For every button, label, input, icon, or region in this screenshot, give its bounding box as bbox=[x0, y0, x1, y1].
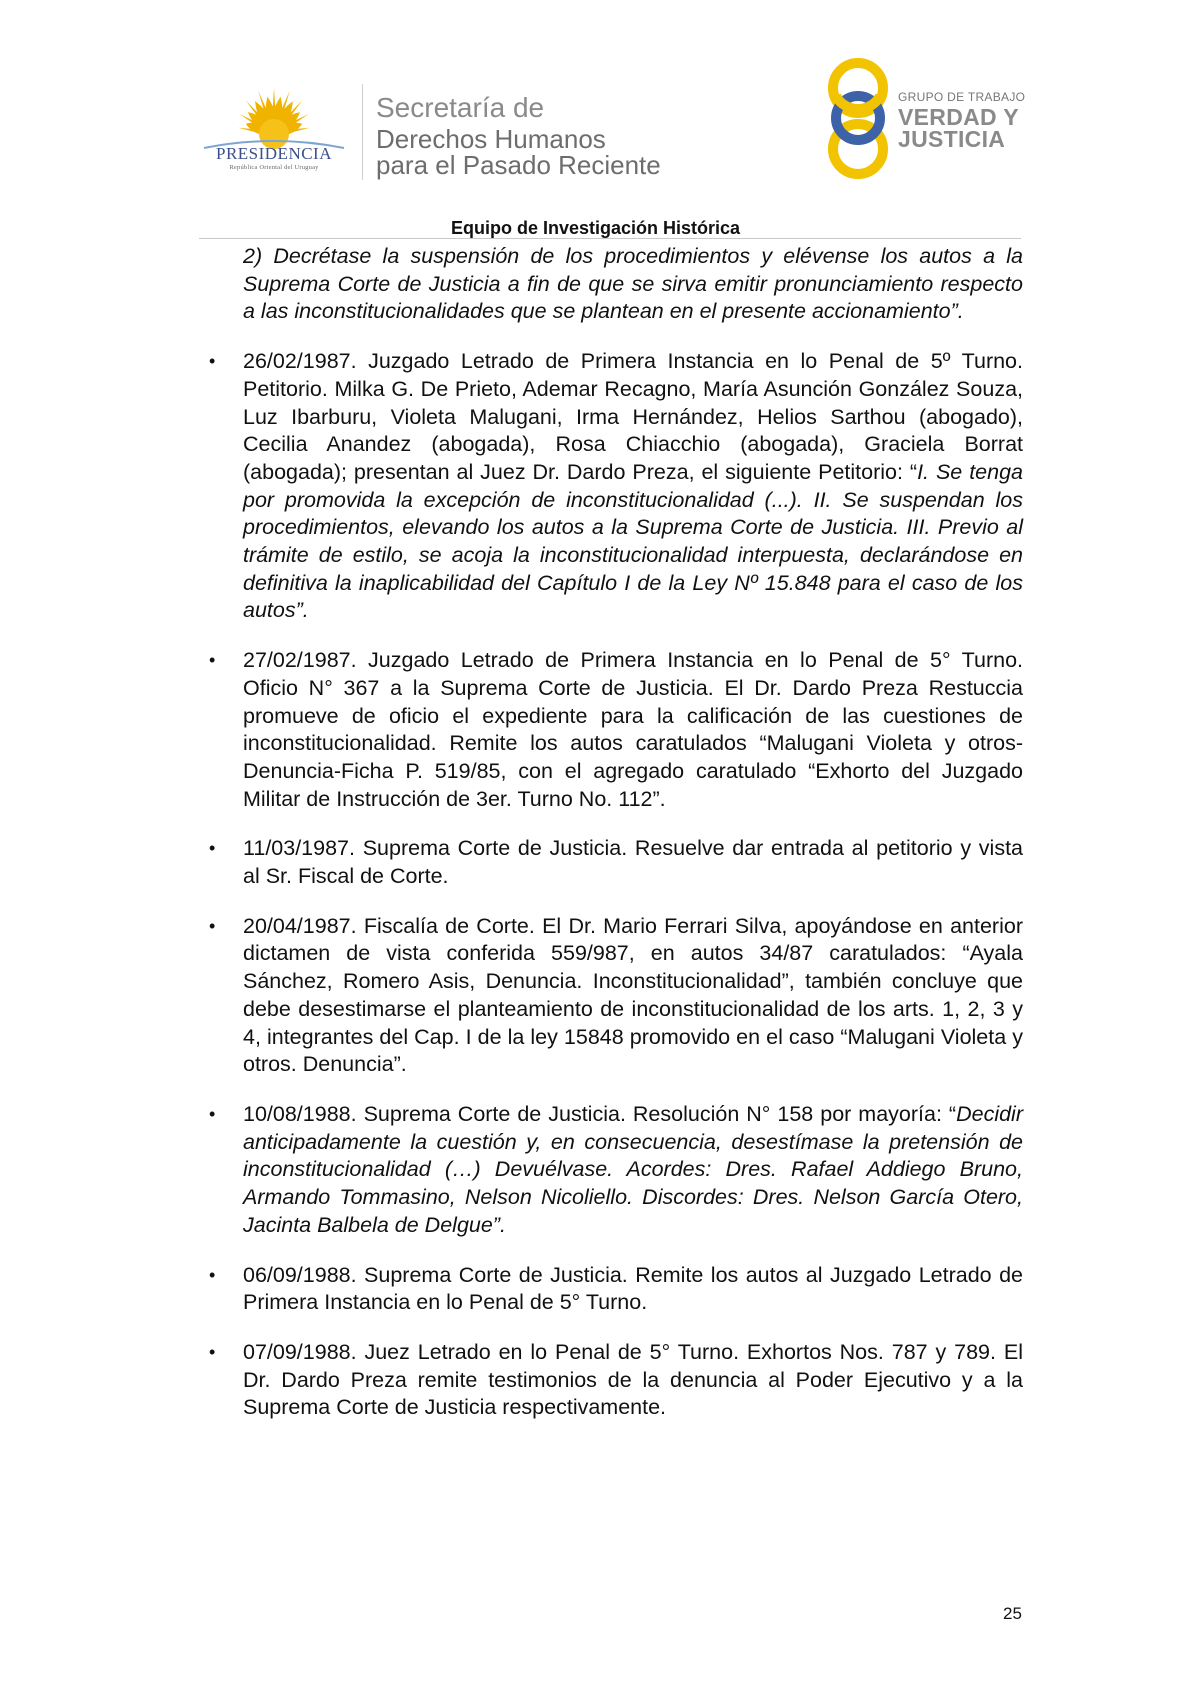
team-title: Equipo de Investigación Histórica bbox=[450, 218, 741, 238]
entry-text: 20/04/1987. Fiscalía de Corte. El Dr. Mario Ferrari Silva, apoyándose en anterior dictamen de vista conferida 559/987, en autos 34/87 caratulados: “Ayala Sánchez, Romero Asis, Denuncia. Inconstitucionalidad”, también concluye que debe desestimarse el planteamiento de inconstitucionalidad de los arts. 1, 2, 3 y 4, integrantes del Cap. I de la ley 15848 promovido en el caso “Malugani Violeta y otros. Denuncia”. bbox=[243, 913, 1023, 1077]
gt-line2: VERDAD Y bbox=[898, 104, 1019, 130]
secretaria-line2: Derechos Humanos bbox=[376, 124, 606, 154]
header-rule bbox=[199, 238, 1021, 239]
list-item bbox=[209, 1339, 1023, 1422]
entry-text: 10/08/1988. Suprema Corte de Justicia. Resolución N° 158 por mayoría: “Decidir anticipadamente la cuestión y, en consecuencia, desestímase la pretensión de inconstitucionalidad (…) Devuélvase. Acordes: Dres. Rafael Addiego Bruno, Armando Tommasino, Nelson Nicoliello. Discordes: Dres. Nelson García Otero, Jacinta Balbela de Delgue”. bbox=[243, 1101, 1023, 1237]
entry-text: 27/02/1987. Juzgado Letrado de Primera Instancia en lo Penal de 5° Turno. Oficio N° 367 a la Suprema Corte de Justicia. El Dr. Dardo Preza Restuccia promueve de oficio el expediente para la calificación de las cuestiones de inconstitucionalidad. Remite los autos caratulados “Malugani Violeta y otros-Denuncia-Ficha P. 519/85, con el agregado caratulado “Exhorto del Juzgado Militar de Instrucción de 3er. Turno No. 112”. bbox=[243, 648, 1023, 811]
bullet: • bbox=[209, 351, 216, 372]
list-item bbox=[209, 647, 1023, 813]
verdad-justicia-rings-logo bbox=[822, 56, 894, 182]
bullet: • bbox=[209, 915, 216, 936]
gt-line1: GRUPO DE TRABAJO bbox=[898, 90, 1026, 104]
list-item bbox=[209, 835, 1023, 890]
intro-paragraph bbox=[243, 243, 1023, 326]
header-divider bbox=[362, 84, 363, 180]
presidencia-subtitle: República Oriental del Uruguay bbox=[229, 164, 319, 171]
gt-line3: JUSTICIA bbox=[898, 126, 1006, 152]
presidencia-name: PRESIDENCIA bbox=[215, 144, 332, 163]
list-item bbox=[209, 1262, 1023, 1317]
entry-quote: I. Se tenga por promovida la excepción de inconstitucionalidad (...). II. Se suspendan los procedimientos, elevando los autos a la Suprema Corte de Justicia. III. Previo al trámite de estilo, se acoja la inconstitucionalidad interpuesta, declarándose en definitiva la inaplicabilidad del Capítulo I de la Ley Nº 15.848 para el caso de los autos”. bbox=[243, 459, 1023, 623]
entry-text: 11/03/1987. Suprema Corte de Justicia. Resuelve dar entrada al petitorio y vista al Sr. Fiscal de Corte. bbox=[243, 836, 1023, 889]
bullet: • bbox=[209, 1103, 216, 1124]
entry-text: 07/09/1988. Juez Letrado en lo Penal de 5° Turno. Exhortos Nos. 787 y 789. El Dr. Dardo Preza remite testimonios de la denuncia al Poder Ejecutivo y a la Suprema Corte de Justicia respectivamente. bbox=[243, 1339, 1023, 1420]
bullet: • bbox=[209, 1341, 216, 1362]
entry-quote: Decidir anticipadamente la cuestión y, en consecuencia, desestímase la pretensión de inconstitucionalidad (…) Devuélvase. Acordes: Dres. Rafael Addiego Bruno, Armando Tommasino, Nelson Nicoliello. Discordes: Dres. Nelson García Otero, Jacinta Balbela de Delgue”. bbox=[243, 1101, 1023, 1237]
secretaria-line3: para el Pasado Reciente bbox=[376, 150, 661, 180]
document-body bbox=[209, 243, 1023, 1422]
secretaria-line1: Secretaría de bbox=[376, 92, 545, 123]
list-item bbox=[209, 1101, 1023, 1240]
list-item bbox=[209, 348, 1023, 625]
bullet: • bbox=[209, 838, 216, 859]
entry-text: 26/02/1987. Juzgado Letrado de Primera Instancia en lo Penal de 5º Turno. Petitorio. Milka G. De Prieto, Ademar Recagno, María Asunción González Souza, Luz Ibarburu, Violeta Malugani, Irma Hernández, Helios Sarthou (abogado), Cecilia Anandez (abogada), Rosa Chiacchio (abogada), Graciela Borrat (abogada); presentan al Juez Dr. Dardo Preza, el siguiente Petitorio: “I. Se tenga por promovida la excepción de inconstitucionalidad (...). II. Se suspendan los procedimientos, elevando los autos a la Suprema Corte de Justicia. III. Previo al trámite de estilo, se acoja la inconstitucionalidad interpuesta, declarándose en definitiva la inaplicabilidad del Capítulo I de la Ley Nº 15.848 para el caso de los autos”. bbox=[243, 349, 1023, 623]
bullet: • bbox=[209, 1264, 216, 1285]
entry-text: 06/09/1988. Suprema Corte de Justicia. Remite los autos al Juzgado Letrado de Primera Instancia en lo Penal de 5° Turno. bbox=[243, 1262, 1023, 1315]
bullet: • bbox=[209, 650, 216, 671]
page-number: 25 bbox=[1003, 1604, 1022, 1623]
list-item bbox=[209, 913, 1023, 1079]
intro-quote: 2) Decrétase la suspensión de los procedimientos y elévense los autos a la Suprema Corte de Justicia a fin de que se sirva emitir pronunciamiento respecto a las inconstitucionalidades que se plantean en el presente accionamiento”. bbox=[243, 244, 1023, 324]
